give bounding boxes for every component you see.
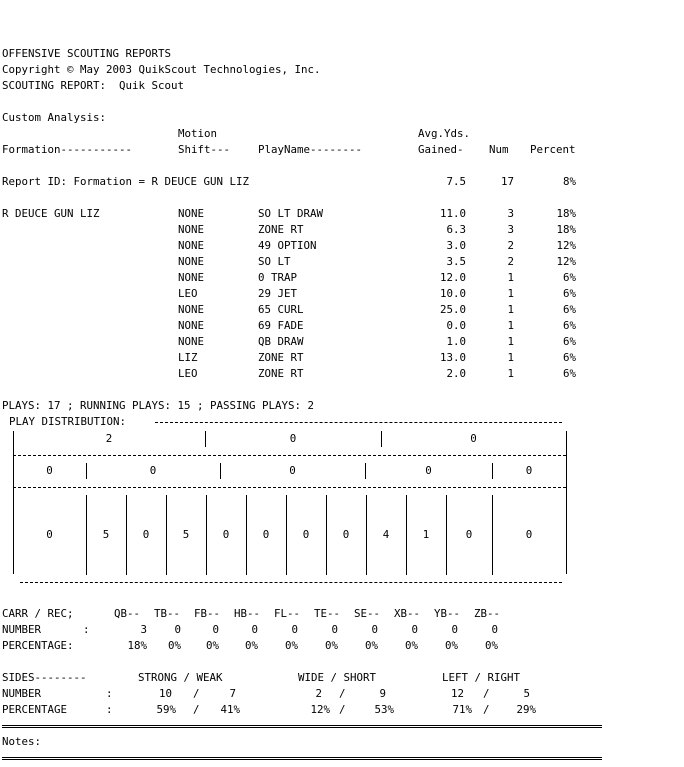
section-separator xyxy=(2,725,602,728)
row-play-name: 69 FADE xyxy=(258,319,304,332)
report-num: 17 xyxy=(500,175,514,188)
grid-left-border xyxy=(13,431,14,574)
left-number: 12 xyxy=(450,687,464,700)
position-column-heading: ZB-- xyxy=(474,607,501,620)
row-shift: NONE xyxy=(178,303,205,316)
position-number: 0 xyxy=(251,623,258,636)
row-percent: 18% xyxy=(556,207,576,220)
row-play-name: ZONE RT xyxy=(258,351,304,364)
row-shift: NONE xyxy=(178,239,205,252)
wide-short-pct-slash: / xyxy=(339,703,346,716)
row-percent: 12% xyxy=(556,239,576,252)
carr-rec-heading: CARR / REC; xyxy=(2,607,74,620)
distribution-cell: 0 xyxy=(142,528,150,541)
row-shift: LEO xyxy=(178,367,198,380)
row-num: 2 xyxy=(507,239,514,252)
distribution-cell: 0 xyxy=(46,464,53,477)
row-play-name: ZONE RT xyxy=(258,367,304,380)
position-number: 3 xyxy=(140,623,147,636)
grid-bottom-rule xyxy=(20,582,562,583)
position-column-heading: YB-- xyxy=(434,607,461,620)
right-number: 5 xyxy=(523,687,530,700)
distribution-cell: 0 xyxy=(289,432,297,445)
row-play-name: SO LT DRAW xyxy=(258,207,324,220)
row-avg-gained: 25.0 xyxy=(439,303,466,316)
left-right-slash: / xyxy=(483,687,490,700)
row-shift: NONE xyxy=(178,335,205,348)
report-pct: 8% xyxy=(562,175,576,188)
row-num: 2 xyxy=(507,255,514,268)
row-num: 1 xyxy=(507,271,514,284)
sides-number-colon: : xyxy=(106,687,113,700)
row-shift: LEO xyxy=(178,287,198,300)
notes-label: Notes: xyxy=(2,735,42,748)
report-id-label: Report ID: Formation = R DEUCE GUN LIZ xyxy=(2,175,250,188)
distribution-cell: 0 xyxy=(425,464,432,477)
row-shift: NONE xyxy=(178,319,205,332)
position-percentage: 0% xyxy=(484,639,498,652)
position-column-heading: HB-- xyxy=(234,607,261,620)
distribution-cell: 0 xyxy=(525,464,533,477)
strong-weak-heading: STRONG / WEAK xyxy=(138,671,223,684)
distribution-cell: 2 xyxy=(105,432,113,445)
position-number: 0 xyxy=(212,623,219,636)
position-percentage: 0% xyxy=(205,639,219,652)
short-number: 9 xyxy=(379,687,386,700)
strong-percentage: 59% xyxy=(156,703,176,716)
num-column-heading: Num xyxy=(489,143,509,156)
wide-short-slash: / xyxy=(339,687,346,700)
row-percent: 12% xyxy=(556,255,576,268)
distribution-cell: 5 xyxy=(102,528,110,541)
position-number: 0 xyxy=(491,623,498,636)
position-number: 0 xyxy=(411,623,418,636)
left-right-pct-slash: / xyxy=(483,703,490,716)
position-percentage: 0% xyxy=(244,639,258,652)
scouting-report-line: SCOUTING REPORT: Quik Scout xyxy=(2,79,185,92)
play-distribution-label: PLAY DISTRIBUTION: xyxy=(9,415,127,428)
position-column-heading: QB-- xyxy=(114,607,141,620)
position-column-heading: FL-- xyxy=(274,607,301,620)
row-percent: 6% xyxy=(562,287,576,300)
row-shift: NONE xyxy=(178,223,205,236)
row-play-name: 29 JET xyxy=(258,287,298,300)
row-avg-gained: 3.5 xyxy=(446,255,466,268)
plays-totals: PLAYS: 17 ; RUNNING PLAYS: 15 ; PASSING PLAYS: 2 xyxy=(2,399,315,412)
row-avg-gained: 13.0 xyxy=(439,351,466,364)
row-play-name: 49 OPTION xyxy=(258,239,317,252)
weak-percentage: 41% xyxy=(220,703,240,716)
report-avg: 7.5 xyxy=(446,175,466,188)
row-avg-gained: 1.0 xyxy=(446,335,466,348)
strong-weak-slash: / xyxy=(193,687,200,700)
distribution-cell: 0 xyxy=(222,528,230,541)
footer-separator xyxy=(2,757,602,760)
row-num: 1 xyxy=(507,319,514,332)
report-title: OFFENSIVE SCOUTING REPORTS xyxy=(2,47,172,60)
position-percentage: 0% xyxy=(167,639,181,652)
motion-column-heading: Motion xyxy=(178,127,218,140)
distribution-cell: 0 xyxy=(46,528,53,541)
right-percentage: 29% xyxy=(516,703,536,716)
sides-percentage-colon: : xyxy=(106,703,113,716)
row-num: 1 xyxy=(507,367,514,380)
row-avg-gained: 2.0 xyxy=(446,367,466,380)
row-percent: 6% xyxy=(562,351,576,364)
strong-weak-pct-slash: / xyxy=(193,703,200,716)
avg-yds-column-heading: Avg.Yds. xyxy=(418,127,471,140)
position-column-heading: XB-- xyxy=(394,607,421,620)
left-percentage: 71% xyxy=(452,703,472,716)
copyright-line: Copyright © May 2003 QuikScout Technologies, Inc. xyxy=(2,63,321,76)
position-number: 0 xyxy=(451,623,458,636)
row-percent: 6% xyxy=(562,303,576,316)
row-percent: 18% xyxy=(556,223,576,236)
position-percentage: 0% xyxy=(364,639,378,652)
row-play-name: 65 CURL xyxy=(258,303,304,316)
row-num: 1 xyxy=(507,351,514,364)
carr-number-label: NUMBER xyxy=(2,623,42,636)
row-formation: R DEUCE GUN LIZ xyxy=(2,207,100,220)
wide-percentage: 12% xyxy=(310,703,330,716)
position-percentage: 0% xyxy=(324,639,338,652)
position-number: 0 xyxy=(371,623,378,636)
playname-column-heading: PlayName-------- xyxy=(258,143,363,156)
row-avg-gained: 0.0 xyxy=(446,319,466,332)
position-percentage: 0% xyxy=(284,639,298,652)
position-percentage: 18% xyxy=(127,639,147,652)
row-num: 3 xyxy=(507,223,514,236)
weak-number: 7 xyxy=(229,687,236,700)
distribution-cell: 5 xyxy=(182,528,190,541)
row-num: 1 xyxy=(507,335,514,348)
distribution-cell: 0 xyxy=(302,528,310,541)
formation-column-heading: Formation----------- xyxy=(2,143,133,156)
distribution-top-rule xyxy=(155,422,562,423)
distribution-cell: 0 xyxy=(470,432,477,445)
row-shift: LIZ xyxy=(178,351,198,364)
position-percentage: 0% xyxy=(444,639,458,652)
grid-rule-1 xyxy=(13,455,566,456)
row-shift: NONE xyxy=(178,207,205,220)
row-shift: NONE xyxy=(178,271,205,284)
position-column-heading: FB-- xyxy=(194,607,221,620)
row-play-name: 0 TRAP xyxy=(258,271,298,284)
distribution-cell: 0 xyxy=(525,528,533,541)
row-avg-gained: 6.3 xyxy=(446,223,466,236)
row-percent: 6% xyxy=(562,367,576,380)
row-play-name: ZONE RT xyxy=(258,223,304,236)
position-column-heading: TE-- xyxy=(314,607,341,620)
distribution-cell: 4 xyxy=(382,528,390,541)
row-num: 1 xyxy=(507,303,514,316)
wide-short-heading: WIDE / SHORT xyxy=(298,671,377,684)
row-avg-gained: 11.0 xyxy=(439,207,466,220)
row-shift: NONE xyxy=(178,255,205,268)
left-right-heading: LEFT / RIGHT xyxy=(442,671,521,684)
position-number: 0 xyxy=(174,623,181,636)
position-number: 0 xyxy=(291,623,298,636)
strong-number: 10 xyxy=(158,687,172,700)
distribution-cell: 0 xyxy=(262,528,270,541)
distribution-cell: 1 xyxy=(422,528,430,541)
position-column-heading: SE-- xyxy=(354,607,381,620)
row-percent: 6% xyxy=(562,271,576,284)
row-avg-gained: 10.0 xyxy=(439,287,466,300)
row-avg-gained: 12.0 xyxy=(439,271,466,284)
distribution-cell: 0 xyxy=(465,528,473,541)
row-play-name: SO LT xyxy=(258,255,291,268)
grid-rule-2 xyxy=(13,487,566,488)
carr-percentage-label: PERCENTAGE: xyxy=(2,639,74,652)
short-percentage: 53% xyxy=(374,703,394,716)
grid-right-border xyxy=(566,431,567,574)
row-avg-gained: 3.0 xyxy=(446,239,466,252)
wide-number: 2 xyxy=(315,687,322,700)
sides-number-label: NUMBER xyxy=(2,687,42,700)
row-percent: 6% xyxy=(562,319,576,332)
row-play-name: QB DRAW xyxy=(258,335,304,348)
sides-heading: SIDES-------- xyxy=(2,671,87,684)
row-num: 3 xyxy=(507,207,514,220)
carr-number-colon: : xyxy=(83,623,90,636)
position-percentage: 0% xyxy=(404,639,418,652)
percent-column-heading: Percent xyxy=(530,143,576,156)
sides-percentage-label: PERCENTAGE xyxy=(2,703,68,716)
position-column-heading: TB-- xyxy=(154,607,181,620)
position-number: 0 xyxy=(331,623,338,636)
distribution-cell: 0 xyxy=(289,464,296,477)
row-percent: 6% xyxy=(562,335,576,348)
custom-analysis-heading: Custom Analysis: xyxy=(2,111,107,124)
gained-column-heading: Gained- xyxy=(418,143,464,156)
distribution-cell: 0 xyxy=(342,528,350,541)
shift-column-heading: Shift--- xyxy=(178,143,231,156)
distribution-cell: 0 xyxy=(149,464,157,477)
row-num: 1 xyxy=(507,287,514,300)
